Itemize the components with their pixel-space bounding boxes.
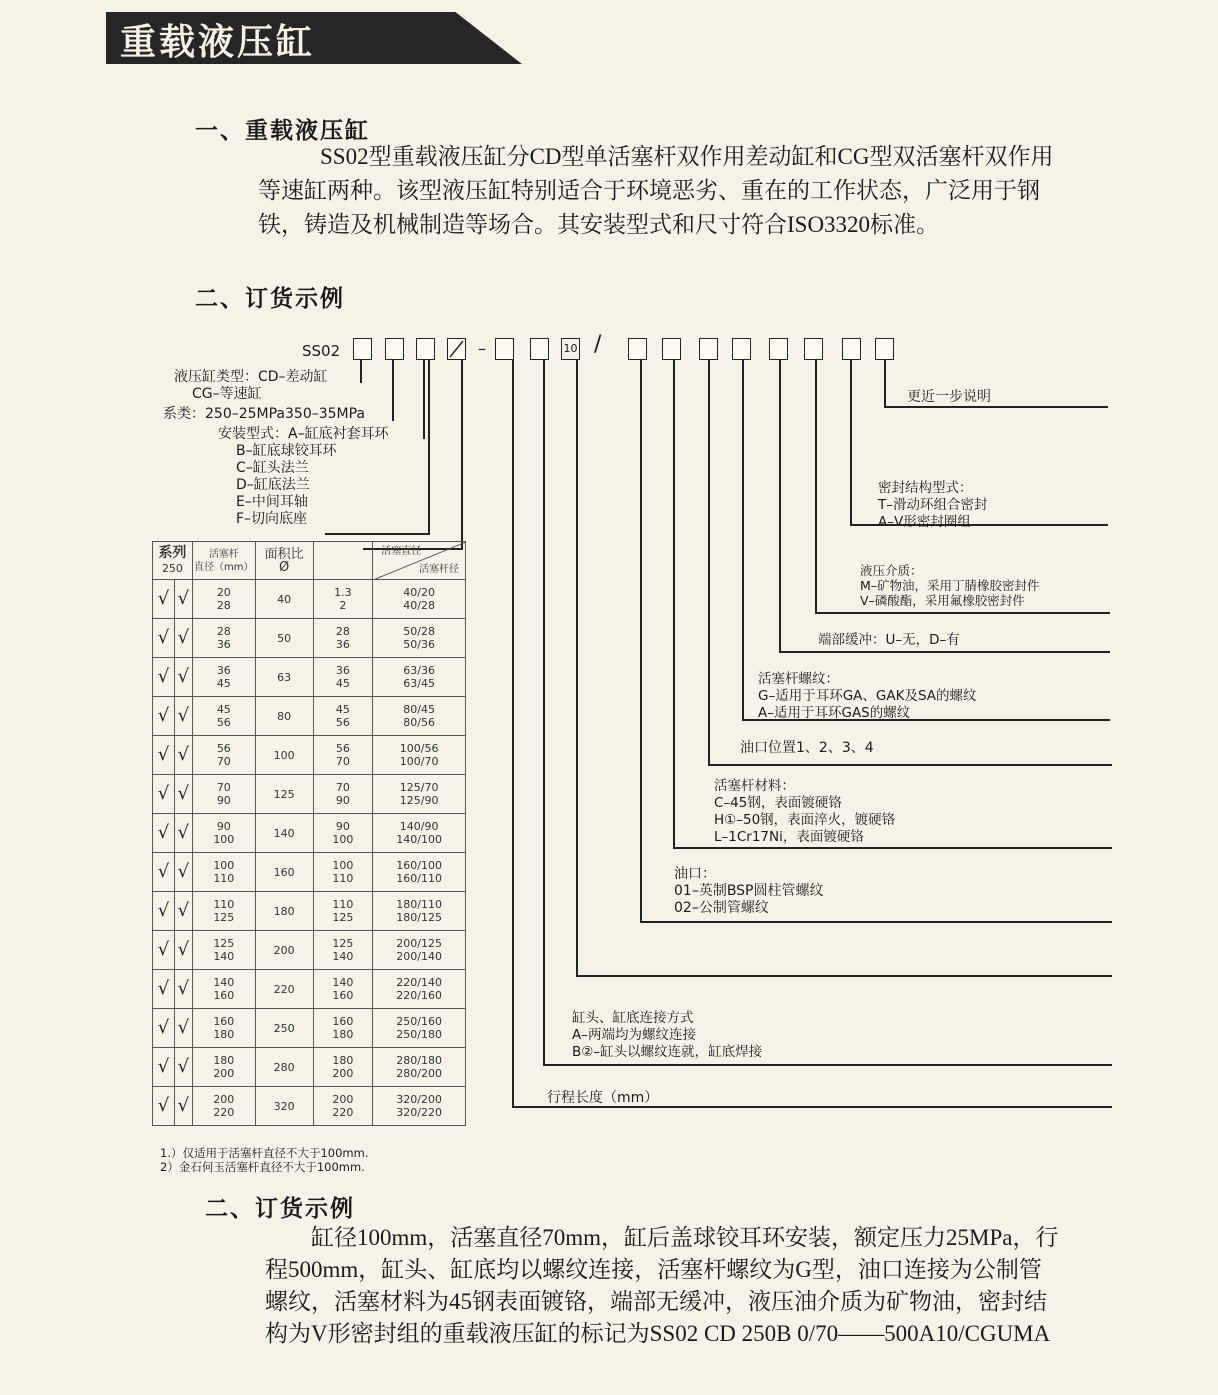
leader-line: [673, 847, 1112, 849]
ratio-value-cell: 200 220: [313, 1087, 373, 1126]
paragraph-line: 构为V形密封组的重载液压缸的标记为SS02 CD 250B 0/70——500A10/CGUMA: [265, 1321, 1051, 1346]
leader-line: [512, 359, 514, 1107]
code-box-port-position: [699, 338, 718, 360]
code-box-ten: 10: [561, 338, 580, 360]
header-bore-rod: 活塞直径 活塞杆径: [373, 542, 466, 580]
ratio-value-cell: 70 90: [313, 775, 373, 814]
leader-line: [742, 359, 744, 720]
bore-rod-cell: 140/90 140/100: [373, 814, 466, 853]
leader-line: [708, 764, 1112, 766]
ratio-value-cell: 160 180: [313, 1009, 373, 1048]
leader-line: [779, 651, 1110, 653]
code-box-further: [875, 338, 894, 360]
leader-line: [850, 359, 852, 525]
table-row: [153, 931, 466, 970]
area-ratio-cell: 40: [255, 580, 313, 619]
check-350: √: [174, 1048, 192, 1087]
bore-rod-cell: 100/56 100/70: [373, 736, 466, 775]
leader-line: [360, 359, 362, 383]
paragraph-line: 等速缸两种。该型液压缸特别适合于环境恶劣、重在的工作状态，广泛用于钢: [258, 178, 1040, 203]
check-350: √: [174, 658, 192, 697]
paragraph-line: 缸径100mm，活塞直径70mm，缸后盖球铰耳环安装，额定压力25MPa，行: [311, 1225, 1059, 1250]
label-rod-thread: 活塞杆螺纹： G–适用于耳环GA、GAK及SA的螺纹 A–适用于耳环GAS的螺纹: [758, 671, 977, 721]
table-row: [153, 1048, 466, 1087]
code-box-mount: [416, 338, 435, 360]
leader-line: [576, 975, 1112, 977]
rod-diameter-cell: 180 200: [192, 1048, 255, 1087]
header-rod-diameter: 活塞杆 直径（mm）: [192, 542, 255, 580]
code-box-connection: [530, 338, 549, 360]
check-350: √: [174, 931, 192, 970]
area-ratio-cell: 50: [255, 619, 313, 658]
check-350: √: [174, 853, 192, 892]
area-ratio-cell: 280: [255, 1048, 313, 1087]
table-row: [153, 970, 466, 1009]
code-box-seal: [842, 338, 861, 360]
check-250: √: [153, 658, 175, 697]
rod-diameter-cell: 110 125: [192, 892, 255, 931]
label-seal-type: 密封结构型式： T–滑动环组合密封 A–V形密封圈组: [878, 480, 988, 530]
paragraph-line: 铁，铸造及机械制造等场合。其安装型式和尺寸符合ISO3320标准。: [258, 212, 940, 237]
rod-diameter-cell: 20 28: [192, 580, 255, 619]
ratio-value-cell: 180 200: [313, 1048, 373, 1087]
code-box-diameter: [447, 338, 466, 360]
code-box-rod-material: [662, 338, 681, 360]
footnote-1: 1.）仅适用于活塞杆直径不大于100mm.: [160, 1146, 369, 1160]
rod-diameter-cell: 70 90: [192, 775, 255, 814]
check-250: √: [153, 970, 175, 1009]
check-250: √: [153, 775, 175, 814]
bore-rod-cell: 280/180 280/200: [373, 1048, 466, 1087]
label-connection-type: 缸头、缸底连接方式 A–两端均为螺纹连接 B②–缸头以螺纹连就，缸底焊接: [572, 1010, 763, 1060]
leader-line: [428, 359, 430, 534]
check-350: √: [174, 970, 192, 1009]
code-box-series: [385, 338, 404, 360]
header-ratio-values: [313, 542, 373, 580]
check-350: √: [174, 736, 192, 775]
check-350: √: [174, 619, 192, 658]
rod-diameter-cell: 36 45: [192, 658, 255, 697]
code-box-stroke: [495, 338, 514, 360]
check-250: √: [153, 892, 175, 931]
leader-line: [543, 1064, 1112, 1066]
label-oil-port: 油口： 01–英制BSP圆柱管螺纹 02–公制管螺纹: [674, 866, 824, 916]
check-250: √: [153, 1087, 175, 1126]
bore-rod-cell: 50/28 50/36: [373, 619, 466, 658]
model-code-prefix: SS02: [302, 342, 341, 360]
check-250: √: [153, 931, 175, 970]
ratio-value-cell: 45 56: [313, 697, 373, 736]
label-cushion: 端部缓冲：U–无，D–有: [818, 632, 960, 648]
section1-heading: 一、重载液压缸: [195, 118, 370, 144]
paragraph-line: 程500mm，缸头、缸底均以螺纹连接，活塞杆螺纹为G型，油口连接为公制管: [265, 1257, 1042, 1282]
check-350: √: [174, 1087, 192, 1126]
leader-line: [779, 359, 781, 652]
bore-rod-cell: 250/160 250/180: [373, 1009, 466, 1048]
code-box-cushion: [769, 338, 788, 360]
header-area-ratio: 面积比 Ø: [255, 542, 313, 580]
bore-rod-cell: 160/100 160/110: [373, 853, 466, 892]
leader-line: [884, 359, 886, 407]
ratio-value-cell: 36 45: [313, 658, 373, 697]
bore-rod-cell: 63/36 63/45: [373, 658, 466, 697]
footnotes: [160, 1146, 368, 1174]
leader-line: [815, 612, 1110, 614]
ratio-value-cell: 140 160: [313, 970, 373, 1009]
area-ratio-cell: 125: [255, 775, 313, 814]
bore-rod-cell: 180/110 180/125: [373, 892, 466, 931]
leader-line: [673, 359, 675, 848]
area-ratio-cell: 180: [255, 892, 313, 931]
code-box-type: [353, 338, 372, 360]
table-row: [153, 1087, 466, 1126]
check-250: √: [153, 853, 175, 892]
area-ratio-cell: 200: [255, 931, 313, 970]
bore-rod-cell: 220/140 220/160: [373, 970, 466, 1009]
table-row: [153, 775, 466, 814]
code-box-medium: [804, 338, 823, 360]
ratio-value-cell: 56 70: [313, 736, 373, 775]
rod-diameter-cell: 125 140: [192, 931, 255, 970]
spec-table: [152, 541, 466, 1126]
leader-line: [461, 359, 463, 549]
footnote-2: 2）金石何玉活塞杆直径不大于100mm.: [160, 1160, 365, 1174]
leader-line: [392, 359, 394, 421]
label-stroke-length: 行程长度（mm）: [547, 1090, 659, 1106]
table-row: [153, 892, 466, 931]
label-mount-type: 安装型式：A–缸底衬套耳环 B–缸底球铰耳环 C–缸头法兰 D–缸底法兰 E–中间耳轴 F–切向底座: [218, 426, 389, 527]
label-port-position: 油口位置1、2、3、4: [740, 740, 874, 756]
bore-rod-cell: 80/45 80/56: [373, 697, 466, 736]
section2-heading: 二、订货示例: [195, 286, 345, 312]
check-250: √: [153, 1009, 175, 1048]
leader-line: [640, 359, 642, 922]
check-250: √: [153, 697, 175, 736]
leader-line: [576, 359, 578, 976]
section1-paragraph: [258, 140, 1053, 242]
rod-diameter-cell: 160 180: [192, 1009, 255, 1048]
header-series: 系列 250: [153, 542, 193, 580]
label-series: 系类：250–25MPa350–35MPa: [163, 406, 366, 422]
ratio-value-cell: 110 125: [313, 892, 373, 931]
code-box-port: [628, 338, 647, 360]
area-ratio-cell: 100: [255, 736, 313, 775]
check-250: √: [153, 619, 175, 658]
check-350: √: [174, 892, 192, 931]
check-350: √: [174, 775, 192, 814]
leader-line: [708, 359, 710, 765]
ratio-value-cell: 100 110: [313, 853, 373, 892]
leader-line: [815, 359, 817, 613]
area-ratio-cell: 160: [255, 853, 313, 892]
table-row: [153, 619, 466, 658]
ratio-value-cell: 28 36: [313, 619, 373, 658]
bore-rod-cell: 200/125 200/140: [373, 931, 466, 970]
table-row: [153, 736, 466, 775]
check-250: √: [153, 736, 175, 775]
rod-diameter-cell: 140 160: [192, 970, 255, 1009]
code-dash: –: [478, 339, 486, 358]
area-ratio-cell: 320: [255, 1087, 313, 1126]
bore-rod-cell: 320/200 320/220: [373, 1087, 466, 1126]
check-250: √: [153, 814, 175, 853]
code-slash: /: [594, 332, 602, 357]
leader-line: [640, 921, 1112, 923]
label-rod-material: 活塞杆材料： C–45钢，表面镀硬铬 H①–50钢，表面淬火，镀硬铬 L–1Cr17Ni，表面镀硬铬: [714, 778, 896, 845]
area-ratio-cell: 250: [255, 1009, 313, 1048]
area-ratio-cell: 140: [255, 814, 313, 853]
check-350: √: [174, 580, 192, 619]
check-250: √: [153, 580, 175, 619]
check-350: √: [174, 1009, 192, 1048]
leader-line: [884, 406, 1108, 408]
paragraph-line: SS02型重载液压缸分CD型单活塞杆双作用差动缸和CG型双活塞杆双作用: [320, 144, 1054, 169]
table-row: [153, 658, 466, 697]
table-row: [153, 697, 466, 736]
table-row: [153, 853, 466, 892]
bore-rod-cell: 40/20 40/28: [373, 580, 466, 619]
leader-line: [543, 359, 545, 1065]
page-title: 重载液压缸: [120, 21, 316, 63]
bore-rod-cell: 125/70 125/90: [373, 775, 466, 814]
rod-diameter-cell: 56 70: [192, 736, 255, 775]
paragraph-line: 螺纹，活塞材料为45钢表面镀铬，端部无缓冲，液压油介质为矿物油，密封结: [265, 1289, 1047, 1314]
check-250: √: [153, 1048, 175, 1087]
check-350: √: [174, 697, 192, 736]
rod-diameter-cell: 28 36: [192, 619, 255, 658]
area-ratio-cell: 220: [255, 970, 313, 1009]
ratio-value-cell: 125 140: [313, 931, 373, 970]
ratio-value-cell: 90 100: [313, 814, 373, 853]
table-row: [153, 580, 466, 619]
rod-diameter-cell: 90 100: [192, 814, 255, 853]
rod-diameter-cell: 100 110: [192, 853, 255, 892]
table-header-row: [153, 542, 466, 580]
code-box-thread: [732, 338, 751, 360]
label-hydraulic-medium: 液压介质： M–矿物油，采用丁腈橡胶密封件 V–磷酸酯，采用氟橡胶密封件: [860, 563, 1040, 608]
table-row: [153, 1009, 466, 1048]
area-ratio-cell: 80: [255, 697, 313, 736]
label-further-note: 更近一步说明: [907, 389, 991, 405]
section3-paragraph: [265, 1222, 1059, 1350]
area-ratio-cell: 63: [255, 658, 313, 697]
table-row: [153, 814, 466, 853]
label-cylinder-type: 液压缸类型：CD–差动缸 CG–等速缸: [174, 369, 328, 402]
leader-line: [325, 533, 430, 535]
ratio-value-cell: 1.3 2: [313, 580, 373, 619]
check-350: √: [174, 814, 192, 853]
rod-diameter-cell: 45 56: [192, 697, 255, 736]
rod-diameter-cell: 200 220: [192, 1087, 255, 1126]
section3-heading: 二、订货示例: [205, 1196, 355, 1222]
leader-line: [423, 359, 425, 439]
